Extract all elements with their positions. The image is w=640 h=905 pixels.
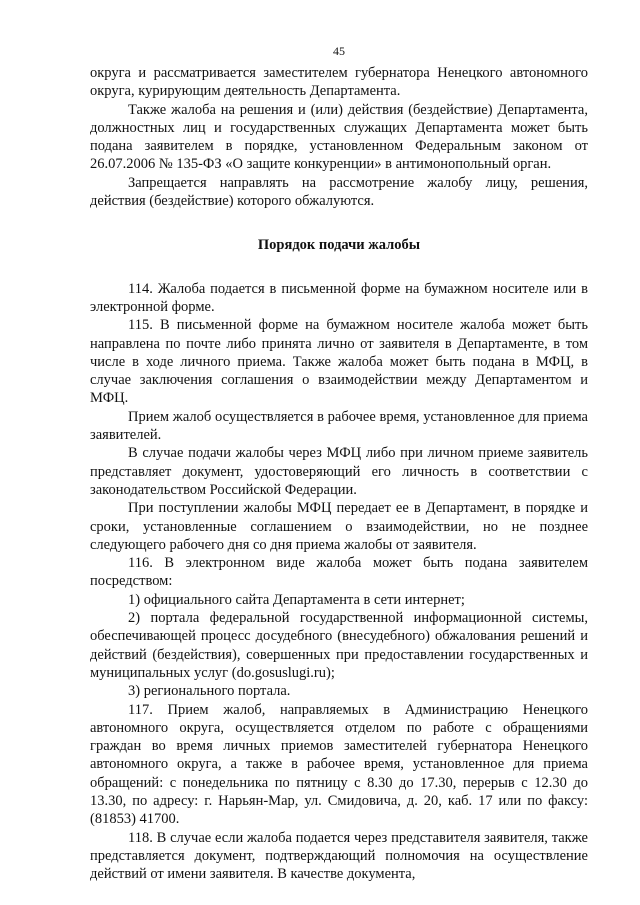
page-number: 45 — [333, 44, 345, 58]
paragraph: Также жалоба на решения и (или) действия (бездействие) Департамента, должностных лиц и государственных служащих Департамента может быть подана заявителем в порядке, установленном Федеральным законом от 26.07.2006 № 135-ФЗ «О защите конкуренции» в антимонопольный орган. — [90, 101, 588, 173]
document-body — [90, 64, 588, 883]
paragraph: округа и рассматривается заместителем губернатора Ненецкого автономного округа, курирующим деятельность Департамента. — [90, 65, 588, 100]
section-heading: Порядок подачи жалобы — [257, 237, 421, 254]
paragraph-118: 118. В случае если жалоба подается через представителя заявителя, также представляется документ, подтверждающий полномочия на осуществление действий от имени заявителя. В качестве документа, — [90, 829, 588, 883]
list-item: 2) портала федеральной государственной информационной системы, обеспечивающей процесс досудебного (внесудебного) обжалования решений и действий (бездействия), совершенных при предоставлении государственных и муниципальных услуг (do.gosuslugi.ru); — [90, 610, 588, 681]
paragraph-116: 116. В электронном виде жалоба может быть подана заявителем посредством: — [90, 555, 588, 590]
paragraph-115: 115. В письменной форме на бумажном носителе жалоба может быть направлена по почте либо принята лично от заявителя в Департаменте, в том числе в ходе личного приема. Также жалоба может быть подана в МФЦ, в случае заключения соглашения о взаимодействии между Департаментом и МФЦ. — [90, 317, 588, 407]
paragraph: Прием жалоб осуществляется в рабочее время, установленное для приема заявителей. — [90, 408, 588, 444]
paragraph: В случае подачи жалобы через МФЦ либо при личном приеме заявитель представляет документ, удостоверяющий его личность в соответствии с законодательством Российской Федерации. — [90, 445, 588, 498]
paragraph-114: 114. Жалоба подается в письменной форме на бумажном носителе или в электронной форме. — [90, 280, 588, 315]
paragraph: При поступлении жалобы МФЦ передает ее в Департамент, в порядке и сроки, установленные соглашением о взаимодействии, но не позднее следующего рабочего дня со дня приема жалобы от заявителя. — [90, 500, 588, 553]
list-item: 3) регионального портала. — [128, 683, 291, 700]
paragraph-117: 117. Прием жалоб, направляемых в Администрацию Ненецкого автономного округа, осуществляется отделом по работе с обращениями граждан во время личных приемов заместителей губернатора Ненецкого автономного округа, а также в рабочее время, установленное для приема обращений: с понедельника по пятницу с 8.30 до 17.30, перерыв с 12.30 до 13.30, по адресу: г. Нарьян-Мар, ул. Смидовича, д. 20, каб. 17 или по факсу: (81853) 41700. — [90, 701, 588, 828]
list-item: 1) официального сайта Департамента в сети интернет; — [128, 591, 465, 608]
paragraph: Запрещается направлять на рассмотрение жалобу лицу, решения, действия (бездействие) которого обжалуются. — [90, 174, 588, 210]
